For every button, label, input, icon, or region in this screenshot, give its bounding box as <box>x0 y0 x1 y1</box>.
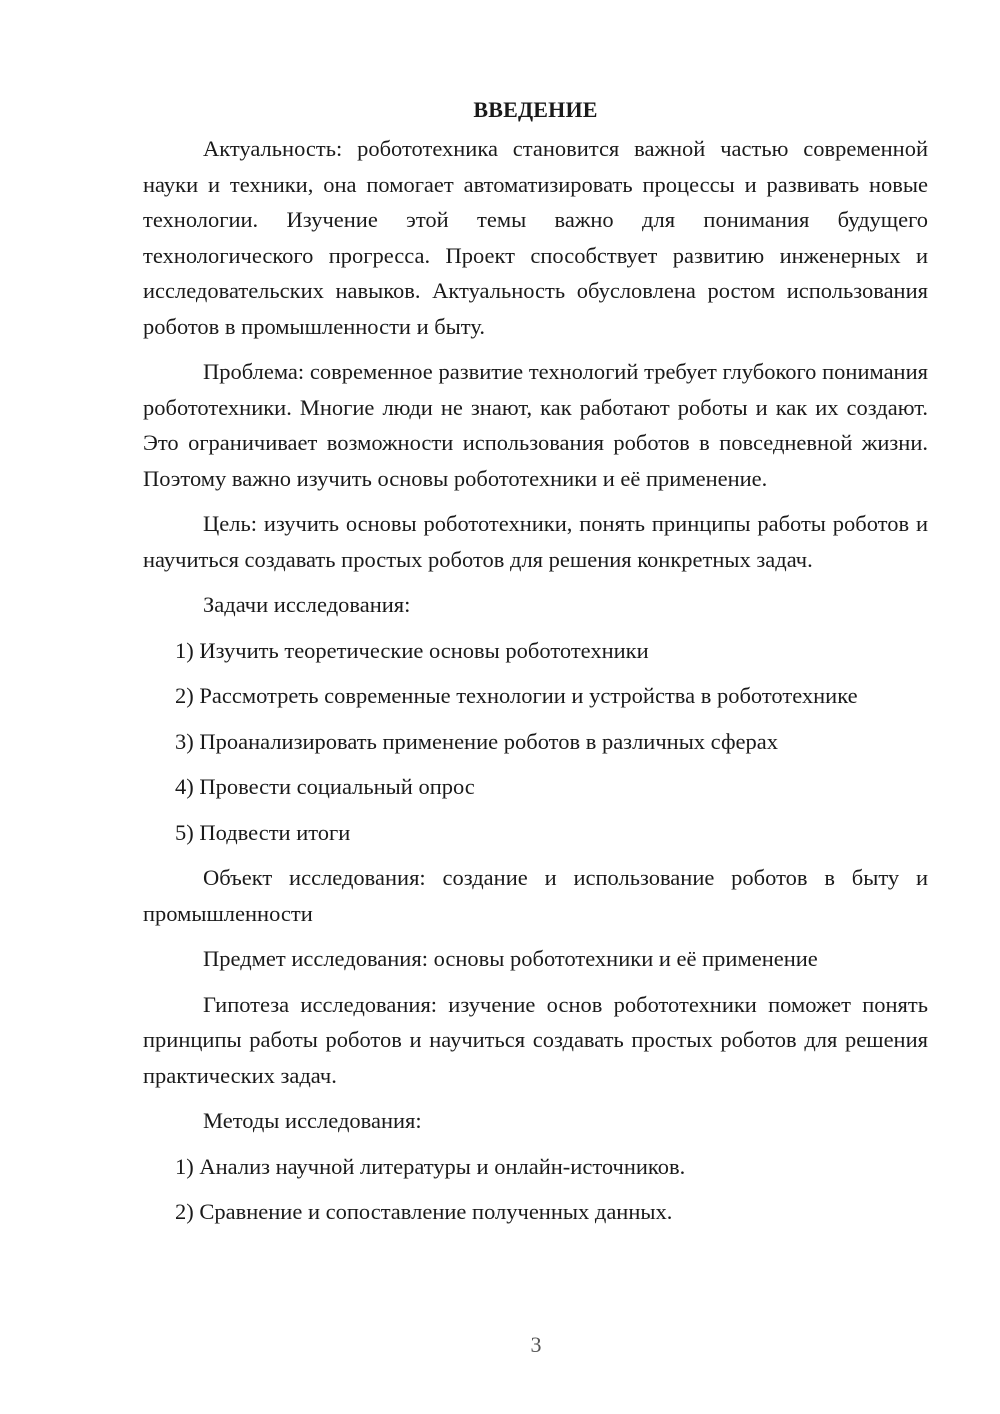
list-item: 4) Провести социальный опрос <box>175 774 475 799</box>
tasks-list <box>143 633 928 851</box>
list-item: 2) Сравнение и сопоставление полученных данных. <box>175 1199 673 1224</box>
tasks-label: Задачи исследования: <box>203 592 411 617</box>
list-item: 2) Рассмотреть современные технологии и устройства в робототехнике <box>175 683 858 708</box>
hypothesis-paragraph: Гипотеза исследования: изучение основ робототехники поможет понять принципы работы роботов и научиться создавать простых роботов для решения практических задач. <box>143 991 928 1088</box>
list-item: 3) Проанализировать применение роботов в различных сферах <box>175 728 778 754</box>
document-page <box>143 93 928 1240</box>
page-title: ВВЕДЕНИЕ <box>473 97 598 122</box>
list-item: 1) Изучить теоретические основы робототехники <box>175 637 649 663</box>
goal-paragraph: Цель: изучить основы робототехники, понять принципы работы роботов и научиться создавать простых роботов для решения конкретных задач. <box>143 511 928 572</box>
relevance-paragraph: Актуальность: робототехника становится важной частью современной науки и техники, она помогает автоматизировать процессы и развивать новые технологии. Изучение этой темы важно для понимания будущего технологического прогресса. Проект способствует развитию инженерных и исследовательских навыков. Актуальность обусловлена ростом использования роботов в промышленности и быту. <box>143 136 928 339</box>
list-item: 5) Подвести итоги <box>175 819 351 845</box>
list-item: 1) Анализ научной литературы и онлайн-источников. <box>175 1153 686 1179</box>
page-number: 3 <box>530 1332 542 1357</box>
methods-label: Методы исследования: <box>203 1108 422 1133</box>
methods-list <box>143 1149 928 1230</box>
subject-paragraph: Предмет исследования: основы робототехники и её применение <box>203 946 818 971</box>
problem-paragraph: Проблема: современное развитие технологий требует глубокого понимания робототехники. Многие люди не знают, как работают роботы и как их создают. Это ограничивает возможности использования роботов в повседневной жизни. Поэтому важно изучить основы робототехники и её применение. <box>143 359 928 491</box>
object-paragraph: Объект исследования: создание и использование роботов в быту и промышленности <box>143 865 928 926</box>
